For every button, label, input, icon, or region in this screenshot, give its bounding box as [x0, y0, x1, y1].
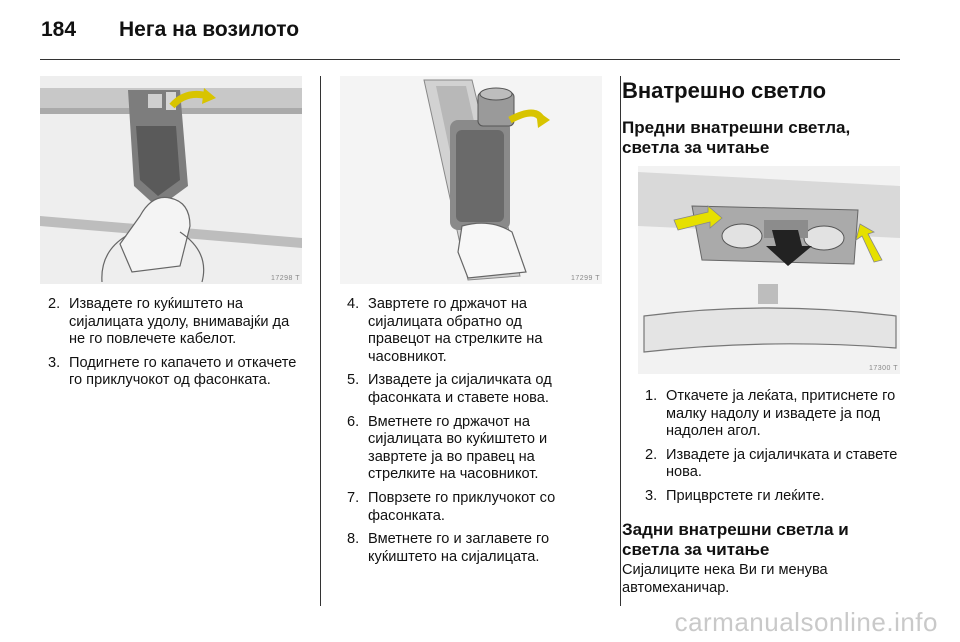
middle-steps-list — [347, 296, 587, 572]
rear-lights-heading: Задни внатрешни светла и светла за читање — [622, 520, 849, 559]
figure-id: 17300 T — [868, 365, 898, 372]
list-item: 5. Извадете ја сијаличката од фасонката и ставете нова. — [347, 372, 552, 406]
right-steps-list — [645, 388, 903, 512]
list-item: 2. Извадете го куќиштето на сијалицата удолу, внимавајќи да не го повлечете кабелот. — [48, 296, 290, 348]
list-item: 6. Вметнете го држачот на сијалицата во куќиштето и завртете ја во правец на стрелките на часовникот. — [347, 413, 548, 483]
list-item: 4. Завртете го држачот на сијалицата обратно од правецот на стрелките на часовникот. — [347, 296, 543, 365]
list-item: 3. Подигнете го капачето и откачете го приклучокот од фасонката. — [48, 354, 297, 389]
rear-lights-text: Сијалиците нека Ви ги менува автомеханичар. — [622, 562, 828, 596]
page-title: Нега на возилото — [119, 18, 300, 41]
list-item: 3. Прицврстете ги леќите. — [645, 487, 825, 504]
list-item: 1. Откачете ја леќата, притиснете го малку надолу и извадете ја под надолен агол. — [645, 388, 896, 440]
header-rule — [40, 59, 900, 60]
watermark: carmanualsonline.info — [674, 607, 938, 637]
list-item: 8. Вметнете го и заглавете го куќиштето на сијалицата. — [347, 531, 550, 565]
figure-id: 17299 T — [570, 275, 600, 282]
list-item: 7. Поврзете го приклучокот со фасонката. — [347, 489, 556, 524]
figure-bulb-housing-removal — [40, 76, 302, 284]
figure-bulb-holder-turn — [340, 76, 602, 284]
figure-front-interior-light — [638, 166, 900, 374]
column-divider-right — [620, 76, 621, 606]
left-steps-list — [48, 296, 302, 396]
section-title: Внатрешно светло — [622, 78, 827, 103]
list-item: 2. Извадете ја сијаличката и ставете нова. — [645, 446, 898, 481]
page-number: 184 — [41, 18, 77, 41]
column-divider-left — [320, 76, 321, 606]
front-lights-heading: Предни внатрешни светла, светла за читање — [622, 118, 851, 157]
figure-id: 17298 T — [270, 275, 300, 282]
